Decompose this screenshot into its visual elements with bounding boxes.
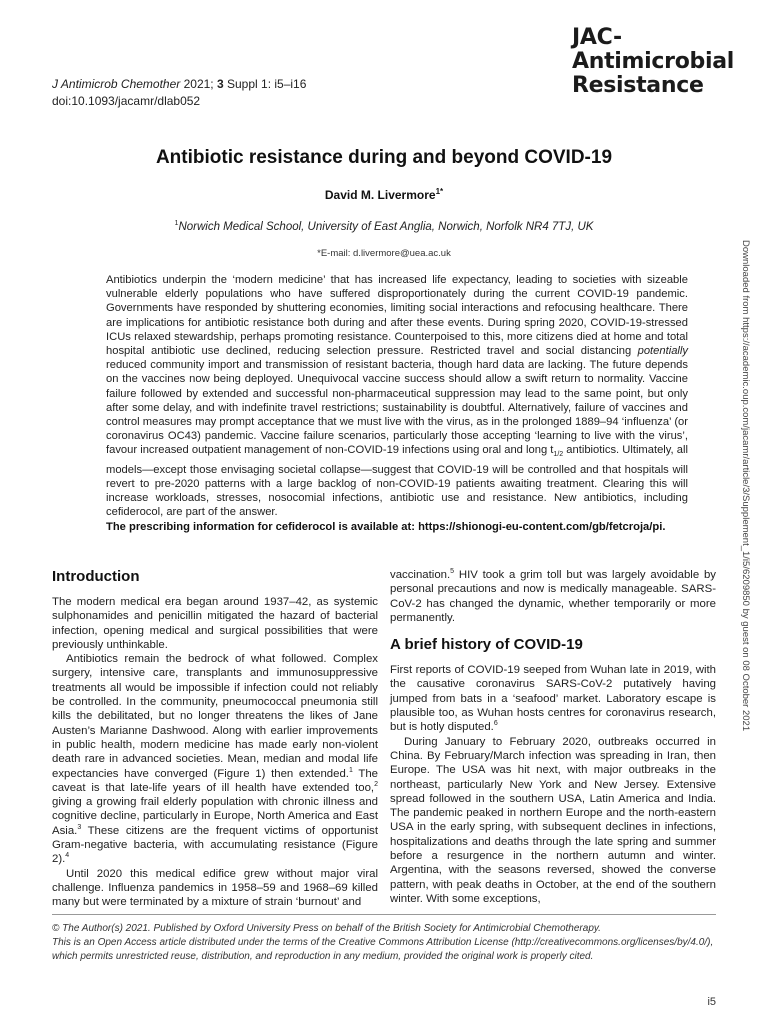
ref-1: 1 <box>348 766 353 774</box>
author-name: David M. Livermore <box>324 188 436 202</box>
journal-logo <box>572 26 734 98</box>
author-marks: 1* <box>435 187 444 196</box>
journal-volume: 3 <box>216 77 224 91</box>
copyright-text: © The Author(s) 2021. Published by Oxford University Press on behalf of the British Society for Antimicrobial Chemotherapy. <box>52 923 601 934</box>
left-column <box>52 568 378 910</box>
ref-5: 5 <box>450 568 455 576</box>
journal-name: J Antimicrob Chemother <box>52 77 181 91</box>
page-number: i5 <box>707 996 716 1008</box>
intro-paragraph-3: Until 2020 this medical edifice grew without major viral challenge. Influenza pandemics in 1958–59 and 1968–69 killed many but were terminated by a mixture of strain ‘burnout’ and <box>52 867 378 909</box>
abstract-text-b: reduced community import and transmission of resistant bacteria, though hard data are lacking. The future depends on the vaccines now being deployed. Unequivocal vaccine success should allow a swift return to normality. Vaccine failure followed by extended and successful non-pharmaceutical suppression may lead to the same point, but only after some delay, and with indefinite travel restrictions; sustainability is doubtful. Alternatively, failure of vaccines and control measures may prompt acceptance that we must live with the virus, as in the prolonged 1889–94 ‘influenza’ (or coronavirus OC43) pandemic. Vaccine failure scenarios, particularly those accepting ‘learning to live with the virus’, favour increased outpatient management of non-COVID-19 infections using oral and long t <box>106 359 688 457</box>
author-email: *E-mail: d.livermore@uea.ac.uk <box>317 248 451 259</box>
download-notice-text: Downloaded from https://academic.oup.com/jacamr/article/3/Supplement_1/i5/6209850 by guest on 08 October 2021 <box>740 240 751 732</box>
right-column <box>390 568 716 906</box>
logo-line-2: Antimicrobial <box>572 49 734 74</box>
ref-2: 2 <box>374 781 378 789</box>
download-notice <box>739 240 753 800</box>
journal-year: 2021; <box>180 77 217 91</box>
logo-line-3: Resistance <box>572 73 704 98</box>
history-heading: A brief history of COVID-19 <box>390 636 583 654</box>
intro-p2-text-b: The caveat is that late-life years of ill health have extended too, <box>52 767 378 794</box>
affiliation <box>0 220 768 233</box>
intro-p2-text-c: giving a growing frail elderly population with chronic illness and cognitive decline, particularly in Europe, North America and East Asia. <box>52 796 378 837</box>
license-text: This is an Open Access article distributed under the terms of the Creative Commons Attribution License (http://creativecommons.org/licenses/by/4.0/), which permits unrestricted reuse, distribution, and reproduction in any medium, provided the original work is properly cited. <box>52 937 714 962</box>
footer <box>52 922 716 964</box>
history-paragraph-1 <box>390 663 716 734</box>
intro-p2-text-a: Antibiotics remain the bedrock of what followed. Complex surgery, intensive care, transplants and immunosuppressive treatments all would be impossible if infection could not reliably be controlled. In the community, pneumococcal pneumonia still kills the debilitated, but no longer threatens the likes of Jane Austen’s Marianne Dashwood. Along with earlier improvements in public health, modern medicine has made early non-violent death rare in advanced societies. Mean, median and modal life expectancies have converged (Figure 1) then extended. <box>52 653 378 780</box>
ref-3: 3 <box>77 823 82 831</box>
abstract <box>106 273 688 534</box>
doi-text: doi:10.1093/jacamr/dlab052 <box>52 94 201 108</box>
abstract-text-sub: 1/2 <box>553 451 564 459</box>
introduction-heading: Introduction <box>52 568 140 585</box>
affiliation-mark: 1 <box>174 220 179 227</box>
intro-p2-text-d: These citizens are the frequent victims of opportunist Gram-negative bacteria, with accumulating resistance (Figure 2). <box>52 824 378 866</box>
ref-6: 6 <box>493 720 498 728</box>
citation-line <box>52 76 306 93</box>
abstract-text-c: antibiotics. Ultimately, all models—except those envisaging societal collapse—suggest that COVID-19 will be controlled and that hospitals will revert to pre-2020 patterns with a large backlog of non-COVID-19 patients awaiting treatment. Clearing this will increase workloads, stresses, nosocomial infections, antibiotic use and resistance. New antibiotics, including cefiderocol, are part of the answer. <box>106 444 688 519</box>
abstract-text-a: Antibiotics underpin the ‘modern medicine’ that has increased life expectancy, leading to societies with sizeable vulnerable elderly populations who have suffered disproportionately during the current COVID-19 pandemic. Governments have responded by shuttering economies, limiting social interactions and refocusing healthcare. There are implications for antibiotic resistance both during and after these events. During spring 2020, COVID-19-stressed ICUs relaxed stewardship, perhaps promoting resistance. Counterpoised to this, more citizens died at home and total hospital antibiotic use declined, reducing selection pressure. Restricted travel and social distancing <box>106 274 688 358</box>
intro-paragraph-1: The modern medical era began around 1937–42, as systemic sulphonamides and penicillin mitigated the hazard of bacterial infection, opening medical and surgical possibilities that were previously unthinkable. <box>52 596 378 651</box>
continued-paragraph <box>390 568 716 625</box>
cont-text-a: vaccination. <box>390 569 451 581</box>
intro-paragraph-2 <box>52 652 378 866</box>
ref-4: 4 <box>65 852 70 860</box>
footer-divider <box>52 914 716 915</box>
cont-text-b: HIV took a grim toll but was largely avoidable by personal precautions and now is medically manageable. SARS-CoV-2 has changed the dynamic, whether temporarily or more permanently. <box>390 569 716 624</box>
prescribing-info: The prescribing information for cefiderocol is available at: https://shionogi-eu-content.com/gb/fetcroja/pi. <box>106 520 666 533</box>
logo-line-1: JAC- <box>572 25 622 50</box>
history-p1-text: First reports of COVID-19 seeped from Wuhan late in 2019, with the causative coronavirus SARS-CoV-2 putatively having jumped from bats in a ‘seafood’ market. Laboratory escape is plausible too, as Wuhan hosts centres for coronavirus research, but is hotly disputed. <box>390 664 716 734</box>
author-line <box>0 187 768 202</box>
journal-issue-pages: Suppl 1: i5–i16 <box>223 77 307 91</box>
article-title: Antibiotic resistance during and beyond COVID-19 <box>155 147 613 168</box>
history-paragraph-2: During January to February 2020, outbreaks occurred in China. By February/March infection was spreading in Iran, then Europe. The USA was hit next, with major outbreaks in the northeast, particularly New York and New Jersey. Extensive spread followed in the southern USA, Latin America and India. The pandemic peaked in northern Europe and the north-eastern USA in the early spring, with subsequent declines in infections, hospitalizations and deaths through the late spring and summer before a resurgence in the northern autumn and winter. Argentina, with the seasons reversed, showed the converse pattern, with peak deaths in October, at the end of the southern winter. With some exceptions, <box>390 735 716 905</box>
affiliation-text: Norwich Medical School, University of East Anglia, Norwich, Norfolk NR4 7TJ, UK <box>178 220 594 233</box>
journal-citation <box>52 76 306 110</box>
abstract-text-italic: potentially <box>637 345 688 358</box>
abstract-paragraph <box>106 273 688 520</box>
